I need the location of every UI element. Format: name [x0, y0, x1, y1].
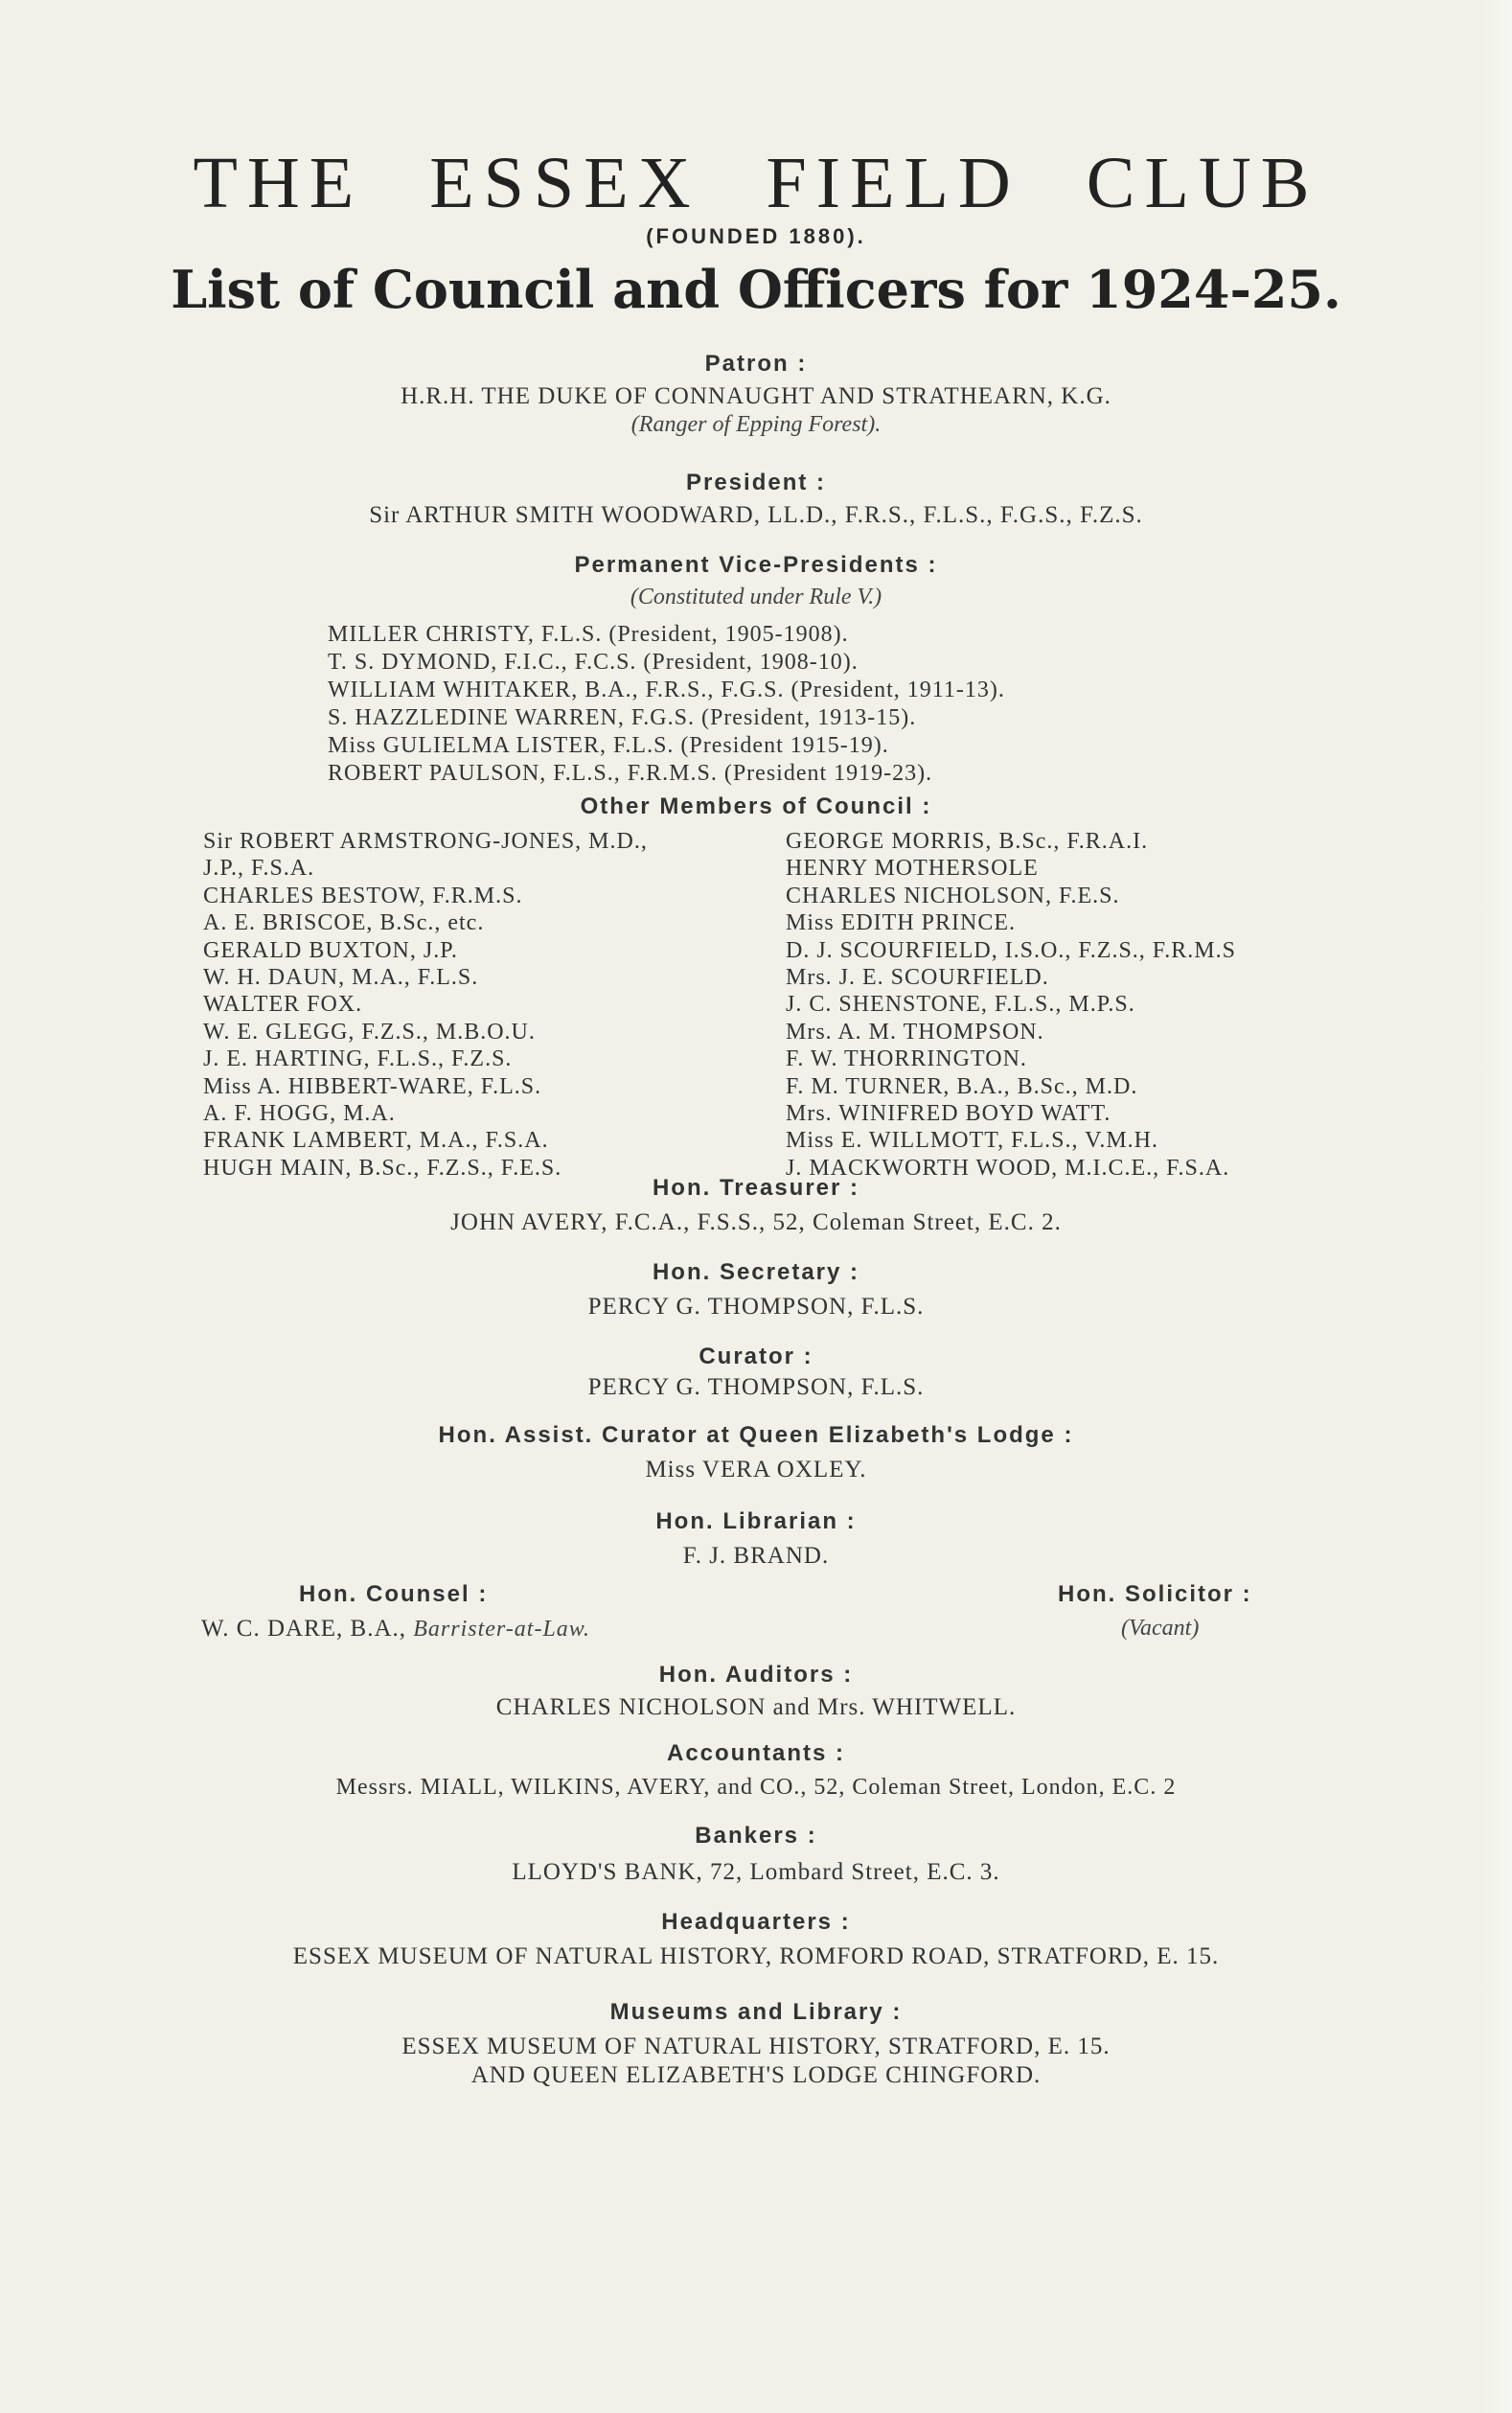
president-heading: President : [685, 470, 827, 495]
list-item: Miss EDITH PRINCE. [786, 910, 1017, 936]
museums-line-2: AND QUEEN ELIZABETH'S LODGE CHINGFORD. [470, 2062, 1042, 2088]
list-item: S. HAZZLEDINE WARREN, F.G.S. (President, 1913-15). [328, 705, 917, 730]
list-item: F. W. THORRINGTON. [786, 1046, 1027, 1072]
founded-line: (FOUNDED 1880). [646, 224, 866, 248]
auditors-heading: Hon. Auditors : [658, 1662, 854, 1688]
list-item: D. J. SCOURFIELD, I.S.O., F.Z.S., F.R.M.S [786, 937, 1236, 963]
list-item: HUGH MAIN, B.Sc., F.Z.S., F.E.S. [203, 1155, 562, 1181]
curator-heading: Curator : [699, 1344, 813, 1369]
list-item: WILLIAM WHITAKER, B.A., F.R.S., F.G.S. (President, 1911-13). [328, 678, 1005, 702]
list-item: Mrs. WINIFRED BOYD WATT. [786, 1101, 1111, 1127]
list-item: J. E. HARTING, F.L.S., F.Z.S. [203, 1046, 513, 1072]
bankers-name: LLOYD'S BANK, 72, Lombard Street, E.C. 3. [512, 1859, 1000, 1885]
treasurer-heading: Hon. Treasurer : [652, 1175, 860, 1201]
list-item: J.P., F.S.A. [203, 856, 315, 882]
list-item: J. C. SHENSTONE, F.L.S., M.P.S. [786, 992, 1135, 1018]
vice-presidents-list [328, 621, 1005, 788]
solicitor-heading: Hon. Solicitor : [1058, 1581, 1252, 1607]
list-item: T. S. DYMOND, F.I.C., F.C.S. (President, 1908-10). [328, 650, 859, 675]
document-subtitle: List of Council and Officers for 1924-25. [171, 259, 1341, 320]
counsel-heading: Hon. Counsel : [299, 1581, 489, 1607]
list-item: ROBERT PAULSON, F.L.S., F.R.M.S. (President 1919-23). [328, 761, 933, 786]
council-left-column [203, 828, 648, 1182]
treasurer-name: JOHN AVERY, F.C.A., F.S.S., 52, Coleman Street, E.C. 2. [450, 1209, 1062, 1235]
list-item: WALTER FOX. [203, 992, 363, 1018]
museums-line-1: ESSEX MUSEUM OF NATURAL HISTORY, STRATFORD, E. 15. [401, 2034, 1111, 2059]
list-item: MILLER CHRISTY, F.L.S. (President, 1905-1908). [328, 622, 849, 647]
assist-curator-heading: Hon. Assist. Curator at Queen Elizabeth's Lodge : [438, 1422, 1074, 1448]
solicitor-note: (Vacant) [1121, 1616, 1200, 1641]
list-item: FRANK LAMBERT, M.A., F.S.A. [203, 1128, 549, 1154]
secretary-name: PERCY G. THOMPSON, F.L.S. [587, 1294, 925, 1320]
counsel-role: Barrister-at-Law. [413, 1617, 591, 1642]
list-item: Mrs. J. E. SCOURFIELD. [786, 965, 1049, 991]
librarian-heading: Hon. Librarian : [655, 1508, 857, 1534]
list-item: CHARLES NICHOLSON, F.E.S. [786, 883, 1120, 908]
counsel-name-text: W. C. DARE, B.A., [201, 1616, 407, 1642]
list-item: A. F. HOGG, M.A. [203, 1101, 396, 1127]
patron-name: H.R.H. THE DUKE OF CONNAUGHT AND STRATHEARN, K.G. [401, 383, 1111, 409]
secretary-heading: Hon. Secretary : [652, 1259, 860, 1285]
bankers-heading: Bankers : [695, 1823, 817, 1849]
list-item: GERALD BUXTON, J.P. [203, 937, 458, 963]
accountants-heading: Accountants : [666, 1740, 845, 1766]
list-item: W. H. DAUN, M.A., F.L.S. [203, 965, 479, 991]
list-item: GEORGE MORRIS, B.Sc., F.R.A.I. [786, 829, 1149, 854]
list-item: Miss E. WILLMOTT, F.L.S., V.M.H. [786, 1128, 1158, 1154]
counsel-name [201, 1616, 590, 1643]
list-item: Miss GULIELMA LISTER, F.L.S. (President 1915-19). [328, 733, 889, 758]
list-item: Mrs. A. M. THOMPSON. [786, 1019, 1044, 1045]
curator-name: PERCY G. THOMPSON, F.L.S. [587, 1374, 925, 1400]
council-heading: Other Members of Council : [580, 793, 932, 819]
club-title: THE ESSEX FIELD CLUB [193, 143, 1319, 223]
list-item: Miss A. HIBBERT-WARE, F.L.S. [203, 1073, 542, 1099]
accountants-name: Messrs. MIALL, WILKINS, AVERY, and CO., 52, Coleman Street, London, E.C. 2 [335, 1775, 1177, 1800]
council-right-column [786, 828, 1236, 1182]
auditors-name: CHARLES NICHOLSON and Mrs. WHITWELL. [495, 1694, 1017, 1720]
vice-presidents-note: (Constituted under Rule V.) [630, 585, 882, 609]
vice-presidents-heading: Permanent Vice-Presidents : [574, 552, 938, 578]
list-item: Sir ROBERT ARMSTRONG-JONES, M.D., [203, 829, 648, 854]
assist-curator-name: Miss VERA OXLEY. [645, 1457, 867, 1482]
patron-note: (Ranger of Epping Forest). [630, 412, 882, 437]
patron-heading: Patron : [704, 351, 808, 377]
list-item: J. MACKWORTH WOOD, M.I.C.E., F.S.A. [786, 1155, 1230, 1181]
librarian-name: F. J. BRAND. [682, 1543, 830, 1569]
list-item: CHARLES BESTOW, F.R.M.S. [203, 883, 523, 908]
headquarters-heading: Headquarters : [661, 1909, 851, 1935]
president-name: Sir ARTHUR SMITH WOODWARD, LL.D., F.R.S., F.L.S., F.G.S., F.Z.S. [369, 502, 1143, 528]
museums-heading: Museums and Library : [609, 1999, 903, 2025]
list-item: HENRY MOTHERSOLE [786, 856, 1039, 882]
list-item: F. M. TURNER, B.A., B.Sc., M.D. [786, 1073, 1138, 1099]
list-item: W. E. GLEGG, F.Z.S., M.B.O.U. [203, 1019, 536, 1045]
headquarters-name: ESSEX MUSEUM OF NATURAL HISTORY, ROMFORD ROAD, STRATFORD, E. 15. [292, 1943, 1220, 1969]
list-item: A. E. BRISCOE, B.Sc., etc. [203, 910, 485, 936]
